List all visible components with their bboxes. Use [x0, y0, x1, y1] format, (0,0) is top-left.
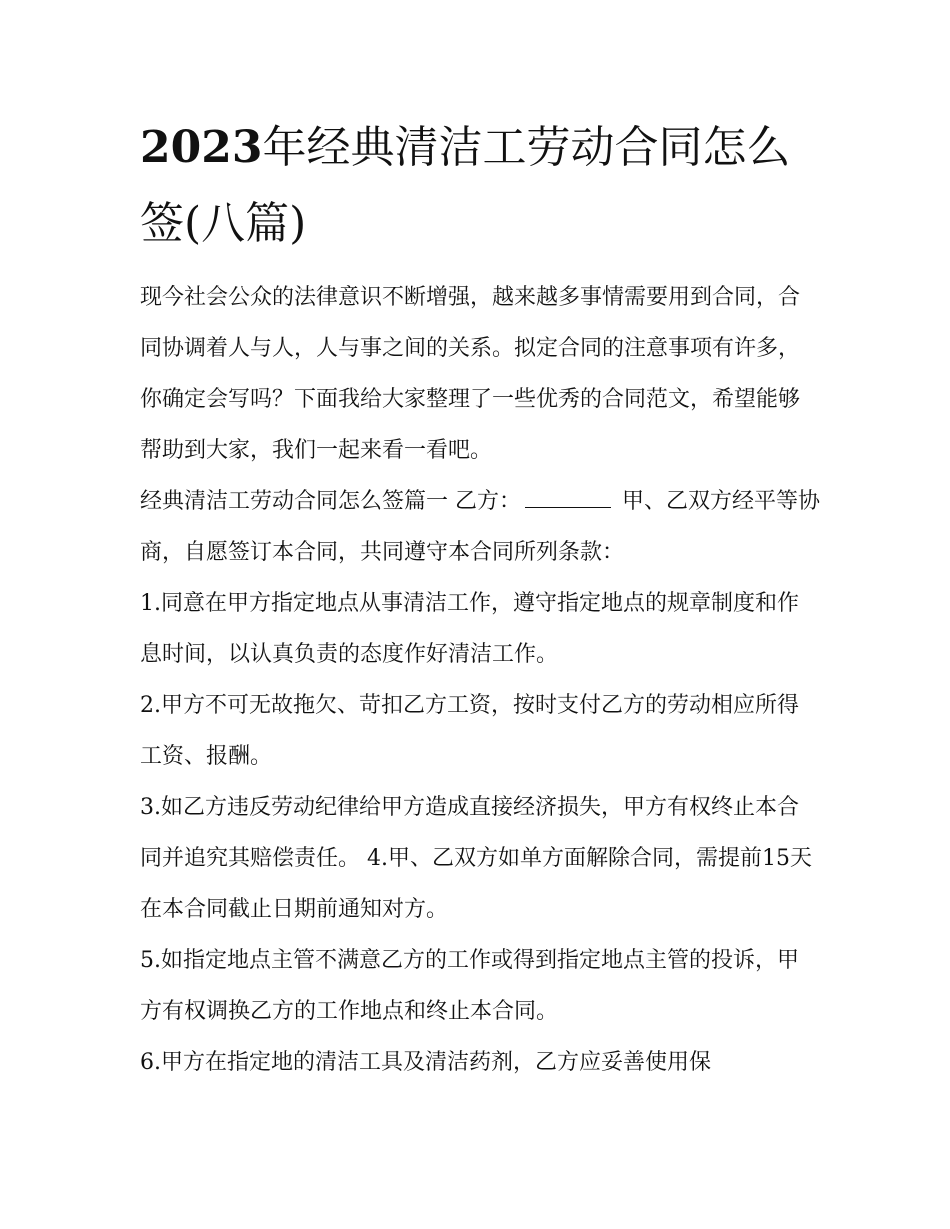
document-page [140, 110, 820, 1088]
title-text: 年经典清洁工劳动合同怎么签(八篇) [140, 122, 791, 249]
clause-5: 5.如指定地点主管不满意乙方的工作或得到指定地点主管的投诉，甲方有权调换乙方的工作地点和终止本合同。 [140, 948, 799, 1024]
clause-6: 6.甲方在指定地的清洁工具及清洁药剂，乙方应妥善使用保 [140, 1050, 711, 1075]
title-year: 2023 [140, 122, 263, 173]
fill-in-blank [525, 485, 611, 508]
section-agreement-text: 甲、乙双方经平等协商，自愿签订本合同，共同遵守本合同所列条款： [140, 489, 820, 565]
document-body [140, 272, 820, 1088]
document-title [140, 110, 820, 262]
section-paragraph [140, 476, 820, 578]
intro-paragraph: 现今社会公众的法律意识不断增强，越来越多事情需要用到合同，合同协调着人与人，人与事之间的关系。拟定合同的注意事项有许多，你确定会写吗？下面我给大家整理了一些优秀的合同范文，希望能够帮助到大家，我们一起来看一看吧。 [140, 285, 801, 463]
clause-2: 2.甲方不可无故拖欠、苛扣乙方工资，按时支付乙方的劳动相应所得工资、报酬。 [140, 693, 799, 769]
section-heading: 经典清洁工劳动合同怎么签篇一 乙方： [140, 489, 521, 514]
clause-3: 3.如乙方违反劳动纪律给甲方造成直接经济损失，甲方有权终止本合同并追究其赔偿责任。 4.甲、乙双方如单方面解除合同，需提前15天在本合同截止日期前通知对方。 [140, 795, 812, 922]
clause-1: 1.同意在甲方指定地点从事清洁工作，遵守指定地点的规章制度和作息时间，以认真负责的态度作好清洁工作。 [140, 591, 799, 667]
